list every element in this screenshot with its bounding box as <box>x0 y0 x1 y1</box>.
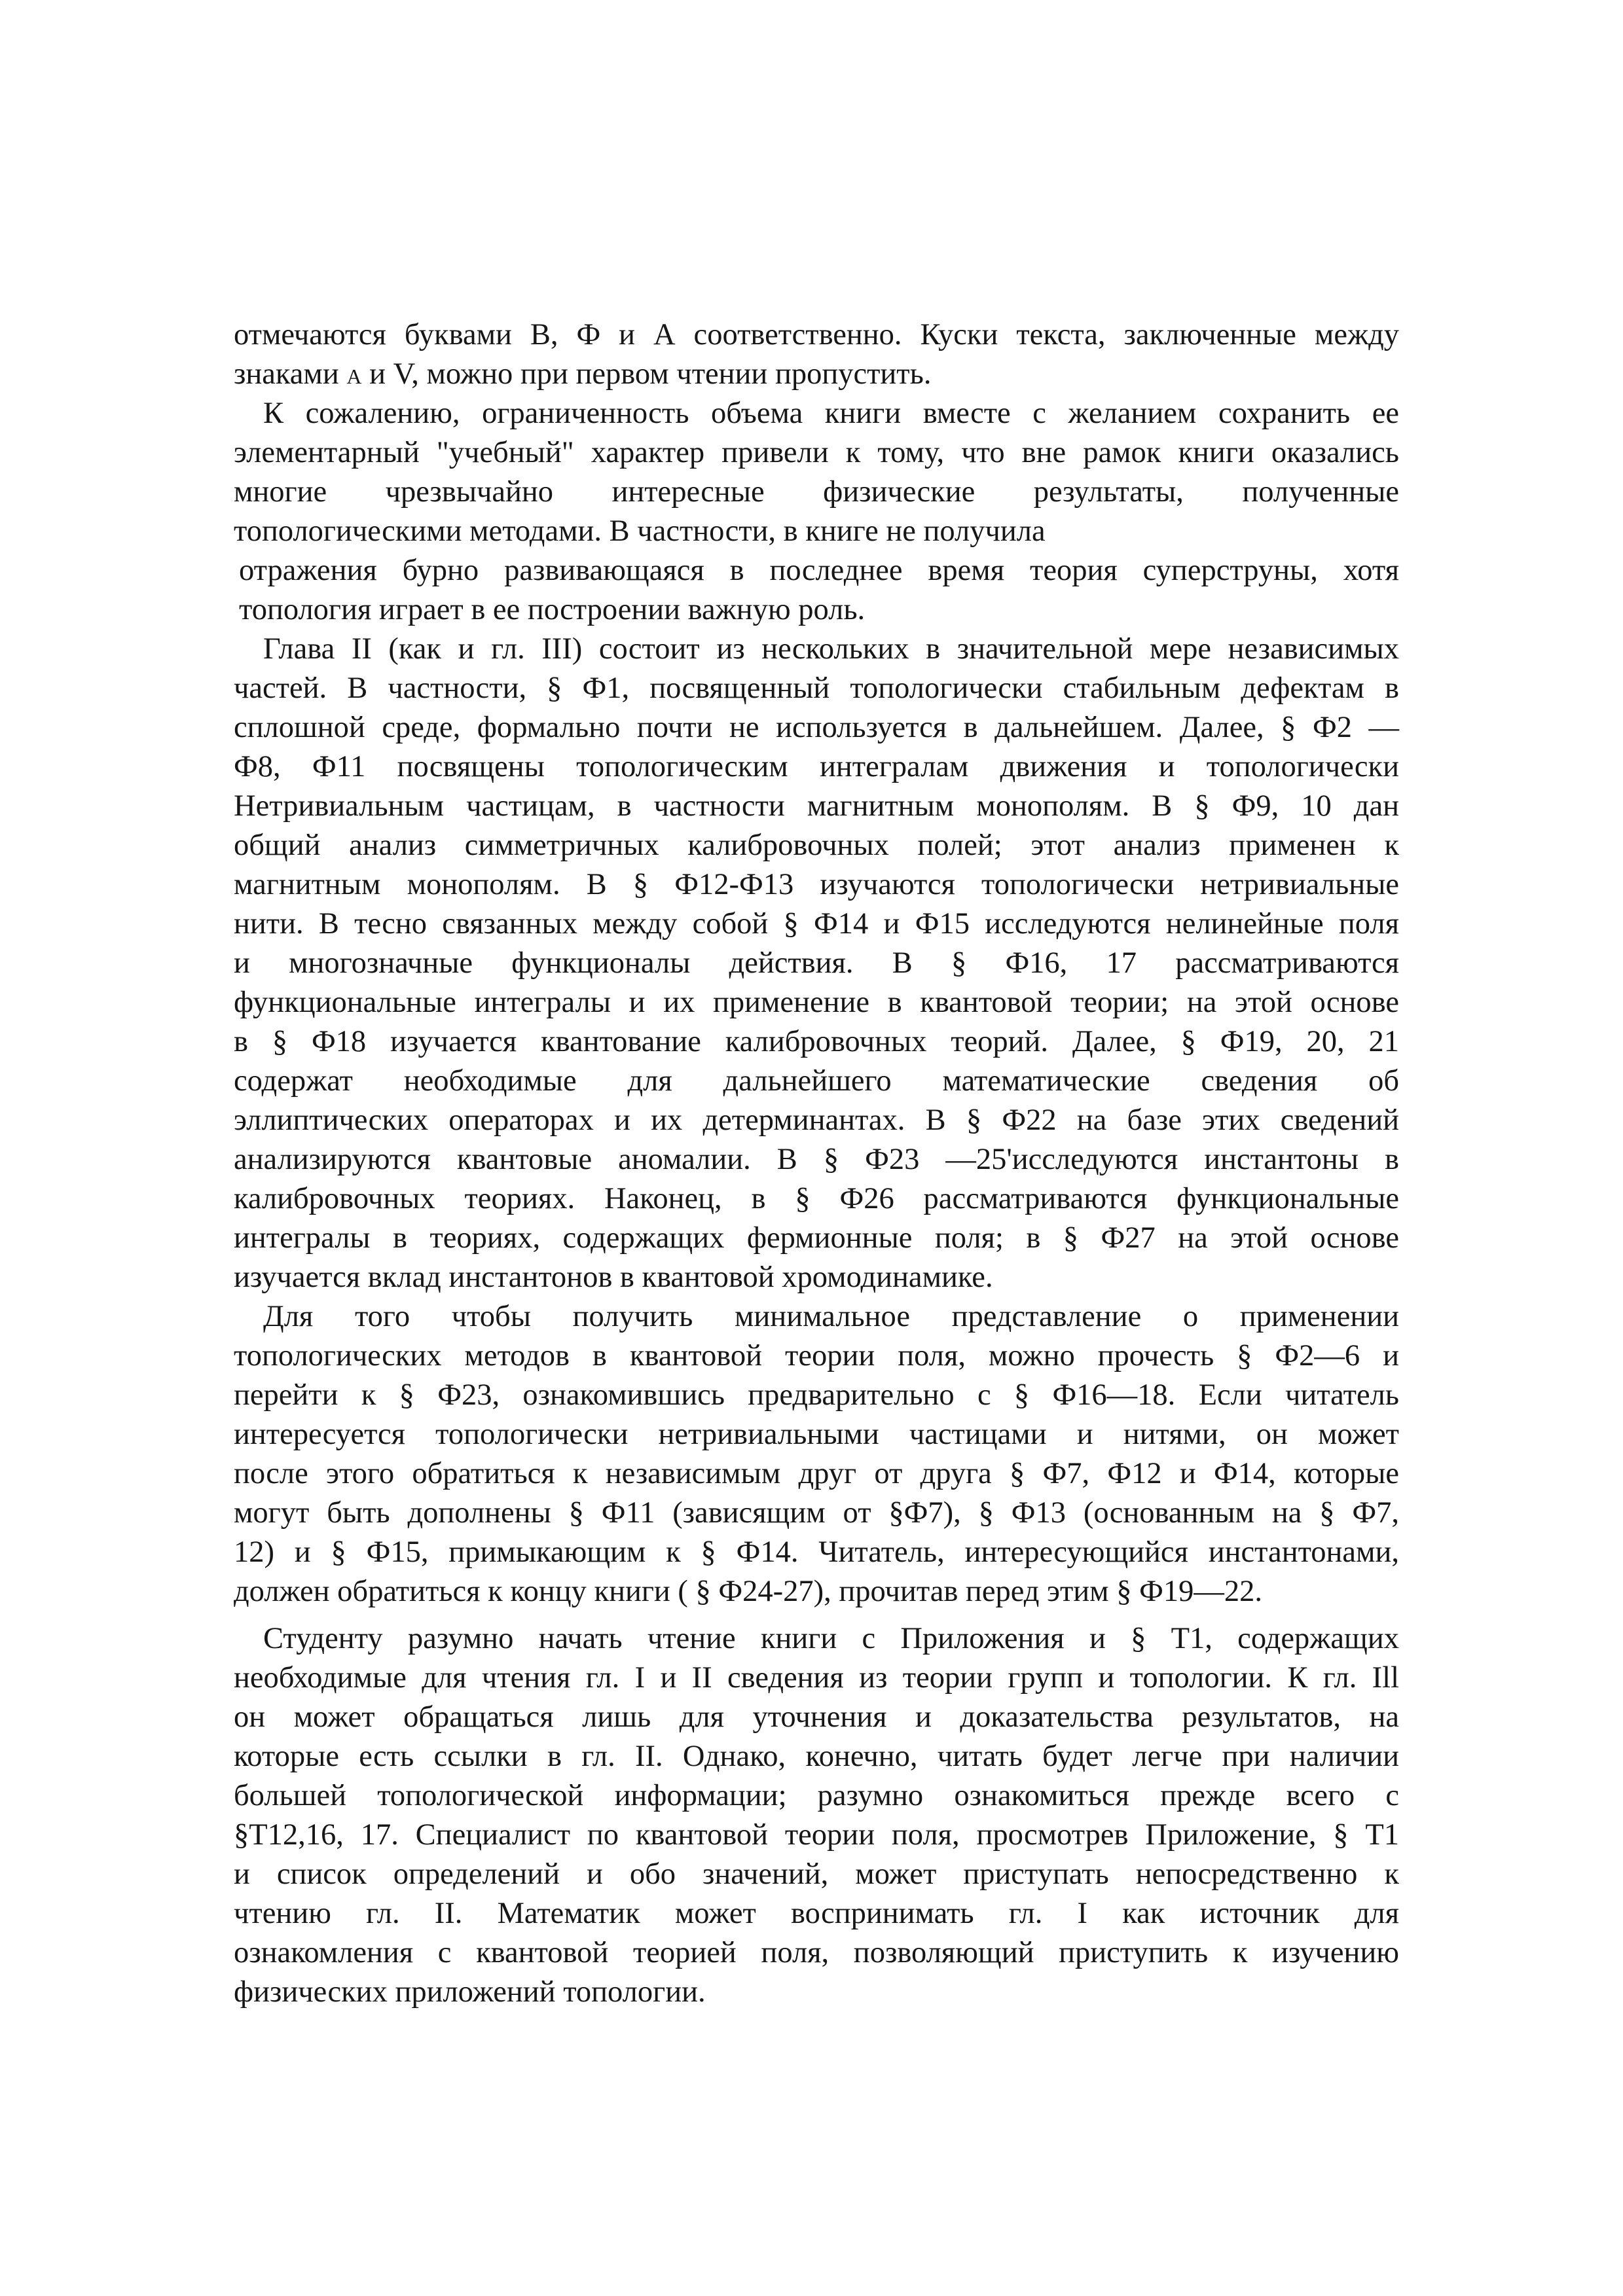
text-line: 12) и § Ф15, примыкающим к § Ф14. Читатель, интересующийся инстантонами, <box>234 1535 1399 1569</box>
text-line: чтению гл. II. Математик может воспринимать гл. I как источник для <box>234 1897 1399 1930</box>
text-line: многие чрезвычайно интересные физические результаты, полученные <box>234 475 1399 509</box>
text-line: могут быть дополнены § Ф11 (зависящим от §Ф7), § Ф13 (основанным на § Ф7, <box>234 1496 1399 1530</box>
text-line: функциональные интегралы и их применение в квантовой теории; на этой основе <box>234 986 1399 1019</box>
text-line: Для того чтобы получить минимальное представление о применении <box>263 1300 1399 1333</box>
text-line: анализируются квантовые аномалии. В § Ф23 —25'исследуются инстантоны в <box>234 1143 1399 1176</box>
text-line: общий анализ симметричных калибровочных полей; этот анализ применен к <box>234 829 1399 862</box>
text-line: должен обратиться к концу книги ( § Ф24-27), прочитав перед этим § Ф19—22. <box>234 1575 1262 1608</box>
text-line: Студенту разумно начать чтение книги с Приложения и § Т1, содержащих <box>263 1622 1399 1655</box>
text-line: Ф8, Ф11 посвящены топологическим интегралам движения и топологически <box>234 750 1399 783</box>
text-line: калибровочных теориях. Наконец, в § Ф26 рассматриваются функциональные <box>234 1182 1399 1215</box>
text-fragment: и V, можно при первом чтении пропустить. <box>369 357 932 391</box>
text-line: отражения бурно развивающаяся в последнее время теория суперструны, хотя <box>239 554 1399 587</box>
text-line: частей. В частности, § Ф1, посвященный топологически стабильным дефектам в <box>234 672 1399 705</box>
text-line: ознакомления с квантовой теорией поля, позволяющий приступить к изучению <box>234 1936 1399 1969</box>
text-line: топология играет в ее построении важную роль. <box>239 593 866 626</box>
text-line: перейти к § Ф23, ознакомившись предварительно с § Ф16—18. Если читатель <box>234 1378 1399 1412</box>
paragraph-1 <box>234 315 1399 394</box>
paragraph-4 <box>234 1297 1399 1611</box>
paragraph-2 <box>234 394 1399 630</box>
text-line: §Т12,16, 17. Специалист по квантовой теории поля, просмотрев Приложение, § Т1 <box>234 1818 1399 1852</box>
text-line: изучается вклад инстантонов в квантовой хромодинамике. <box>234 1261 993 1294</box>
text-line: интегралы в теориях, содержащих фермионные поля; в § Ф27 на этой основе <box>234 1221 1399 1255</box>
paragraph-3 <box>234 630 1399 1297</box>
text-line: он может обращаться лишь для уточнения и доказательства результатов, на <box>234 1700 1399 1734</box>
text-line: которые есть ссылки в гл. II. Однако, конечно, читать будет легче при наличии <box>234 1740 1399 1773</box>
text-line: магнитным монополям. В § Ф12-Ф13 изучаются топологически нетривиальные <box>234 868 1399 901</box>
text-line: Глава II (как и гл. III) состоит из нескольких в значительной мере независимых <box>263 632 1399 666</box>
text-line: и многозначные функционалы действия. В § Ф16, 17 рассматриваются <box>234 946 1399 980</box>
text-line: необходимые для чтения гл. I и II сведения из теории групп и топологии. К гл. Ill <box>234 1661 1399 1695</box>
text-line: отмечаются буквами В, Ф и А соответственно. Куски текста, заключенные между <box>234 318 1399 351</box>
text-line: содержат необходимые для дальнейшего математические сведения об <box>234 1064 1399 1098</box>
text-line <box>234 355 1399 394</box>
text-line: нити. В тесно связанных между собой § Ф14 и Ф15 исследуются нелинейные поля <box>234 907 1399 941</box>
section-marker: A <box>346 365 362 388</box>
text-line: К сожалению, ограниченность объема книги вместе с желанием сохранить ее <box>263 397 1399 430</box>
text-line: большей топологической информации; разумно ознакомиться прежде всего с <box>234 1779 1399 1812</box>
document-page <box>234 315 1399 2012</box>
paragraph-5 <box>234 1619 1399 2012</box>
text-line: сплошной среде, формально почти не используется в дальнейшем. Далее, § Ф2 — <box>234 711 1399 744</box>
text-line: и список определений и обо значений, может приступать непосредственно к <box>234 1857 1399 1891</box>
text-line: эллиптических операторах и их детерминантах. В § Ф22 на базе этих сведений <box>234 1103 1399 1137</box>
text-line: Нетривиальным частицам, в частности магнитным монополям. В § Ф9, 10 дан <box>234 789 1399 823</box>
text-line: интересуется топологически нетривиальными частицами и нитями, он может <box>234 1418 1399 1451</box>
text-line: элементарный "учебный" характер привели к тому, что вне рамок книги оказались <box>234 436 1399 469</box>
text-line: в § Ф18 изучается квантование калибровочных теорий. Далее, § Ф19, 20, 21 <box>234 1025 1399 1058</box>
text-line: после этого обратиться к независимым друг от друга § Ф7, Ф12 и Ф14, которые <box>234 1457 1399 1490</box>
text-line: физических приложений топологии. <box>234 1975 706 2009</box>
text-line: топологическими методами. В частности, в книге не получила <box>234 514 1046 548</box>
text-fragment: знаками <box>234 357 339 391</box>
text-line: топологических методов в квантовой теории поля, можно прочесть § Ф2—6 и <box>234 1339 1399 1372</box>
